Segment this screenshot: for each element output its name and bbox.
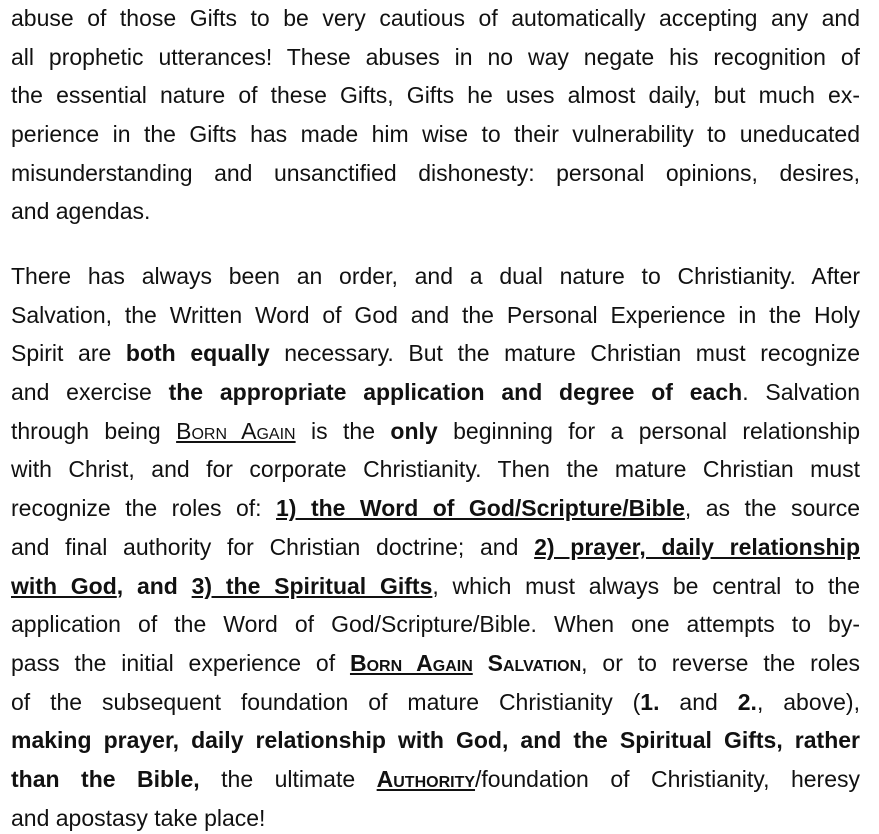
emphasized-text: making prayer, daily relationship with God, and the Spiritual Gifts, rather	[11, 727, 860, 754]
emphasized-text: 2.	[737, 688, 757, 715]
emphasized-text: Born Again	[349, 649, 473, 676]
emphasized-text: , and	[116, 572, 192, 599]
text-run: application of the Word of God/Scripture/Bible. When one attempts to by-	[11, 611, 860, 638]
text-line	[11, 567, 860, 606]
emphasized-text: only	[390, 417, 438, 444]
text-line	[11, 373, 860, 412]
emphasized-text: the appropriate application and degree of each	[168, 379, 743, 406]
text-line	[11, 644, 860, 683]
text-run: abuse of those Gifts to be very cautious of automatically accepting any and	[11, 5, 860, 31]
text-line	[11, 257, 860, 296]
emphasized-text: 3) the Spiritual Gifts	[191, 572, 433, 599]
emphasized-text: with God	[11, 572, 117, 599]
text-run: /foundation of Christianity, heresy	[475, 765, 860, 792]
text-line	[11, 721, 860, 760]
emphasized-text: 1.	[640, 688, 660, 715]
text-run: beginning for a personal relationship	[437, 417, 860, 444]
text-line	[11, 192, 860, 231]
text-run: , which must always be central to the	[432, 572, 860, 599]
text-run: Spirit are	[11, 340, 126, 367]
text-run: through being	[11, 417, 177, 444]
text-line	[11, 38, 860, 77]
text-run: necessary. But the mature Christian must recognize	[269, 340, 860, 367]
text-run: is the	[295, 417, 391, 444]
text-line	[11, 334, 860, 373]
emphasized-text: Born Again	[176, 417, 296, 444]
text-line	[11, 683, 860, 722]
text-line	[11, 154, 860, 193]
text-run: all prophetic utterances! These abuses in no way negate his recognition of	[11, 43, 860, 70]
text-run: and exercise	[11, 379, 169, 406]
text-run: , above),	[756, 688, 860, 715]
text-line	[11, 412, 860, 451]
text-run: Salvation, the Written Word of God and the Personal Experience in the Holy	[11, 301, 860, 328]
emphasized-text: both equally	[125, 340, 270, 367]
text-line	[11, 489, 860, 528]
text-line	[11, 450, 860, 489]
text-run: with Christ, and for corporate Christianity. Then the mature Christian must	[11, 456, 860, 483]
text-run: and agendas.	[11, 198, 151, 225]
text-run: , or to reverse the roles	[581, 649, 860, 676]
text-run: , as the source	[684, 495, 860, 522]
text-run: of the subsequent foundation of mature Christianity (	[11, 688, 641, 715]
emphasized-text: than the Bible,	[11, 765, 200, 792]
emphasized-text: Authority	[376, 765, 476, 792]
text-run: . Salvation	[742, 379, 860, 406]
emphasized-text: Salvation	[472, 649, 582, 676]
text-run: pass the initial experience of	[11, 649, 350, 676]
text-line	[11, 799, 860, 834]
text-line	[11, 605, 860, 644]
text-line	[11, 76, 860, 115]
text-line	[11, 760, 860, 799]
text-run: the essential nature of these Gifts, Gifts he uses almost daily, but much ex-	[11, 82, 860, 109]
text-run: the ultimate	[199, 765, 377, 792]
emphasized-text: 2) prayer, daily relationship	[534, 533, 860, 560]
text-line	[11, 528, 860, 567]
text-run: and apostasy take place!	[11, 804, 266, 831]
text-line	[11, 296, 860, 335]
text-line	[11, 0, 860, 38]
text-line	[11, 115, 860, 154]
paragraph-2	[11, 257, 860, 834]
text-run: perience in the Gifts has made him wise to their vulnerability to uneducated	[11, 121, 860, 148]
text-run: and final authority for Christian doctrine; and	[11, 533, 535, 560]
text-run: There has always been an order, and a dual nature to Christianity. After	[11, 263, 860, 289]
text-run: recognize the roles of:	[11, 495, 277, 522]
paragraph-1	[11, 0, 860, 231]
emphasized-text: 1) the Word of God/Scripture/Bible	[276, 495, 685, 522]
text-run: misunderstanding and unsanctified dishonesty: personal opinions, desires,	[11, 159, 860, 186]
text-run: and	[659, 688, 738, 715]
